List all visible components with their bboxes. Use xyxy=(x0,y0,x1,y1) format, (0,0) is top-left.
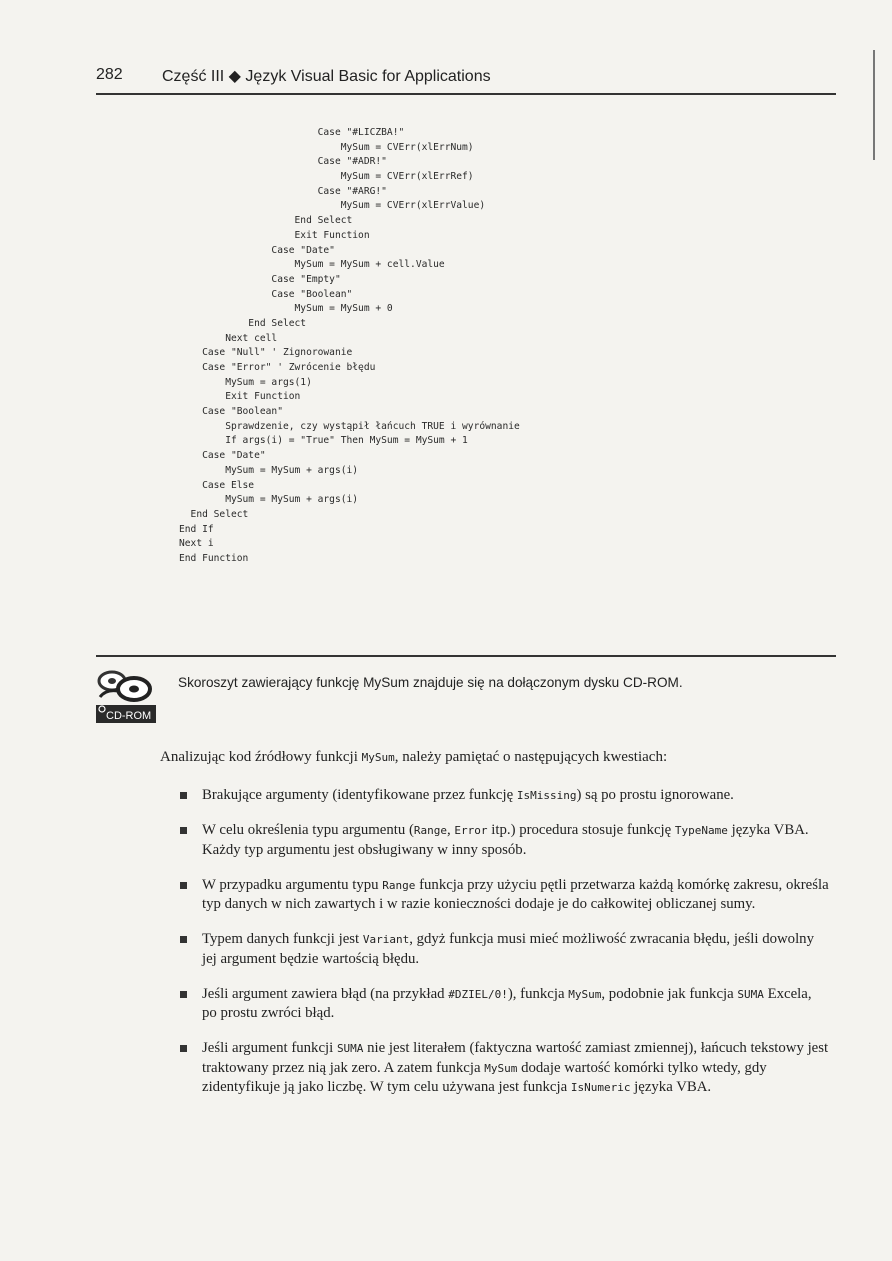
cd-rom-note: Skoroszyt zawierający funkcję MySum znajduje się na dołączonym dysku CD-ROM. xyxy=(178,675,683,690)
code-line: MySum = MySum + args(i) xyxy=(179,494,359,506)
bullet-item xyxy=(180,876,830,915)
code-line: End Select xyxy=(179,508,249,520)
bullet-square-icon xyxy=(180,792,187,799)
inline-code: SUMA xyxy=(336,1042,364,1055)
cd-rom-icon xyxy=(96,667,156,725)
code-line: Case "#ADR!" xyxy=(179,156,387,168)
bullet-item xyxy=(180,985,830,1024)
bullet-square-icon xyxy=(180,991,187,998)
code-line: Exit Function xyxy=(179,391,301,403)
bullet-item xyxy=(180,930,830,969)
code-line: End Select xyxy=(179,317,307,329)
code-line: Next i xyxy=(179,538,214,550)
inline-code: #DZIEL/0! xyxy=(448,987,508,1001)
code-line: Case "Error" ' Zwrócenie błędu xyxy=(179,362,376,373)
inline-code: MySum xyxy=(484,1061,518,1075)
cd-rom-label: CD-ROM xyxy=(106,710,152,722)
intro-code-mysum: MySum xyxy=(361,751,395,764)
code-line: Case "#ARG!" xyxy=(179,185,387,197)
bullet-text: Jeśli argument funkcji xyxy=(202,1040,337,1056)
code-line: Exit Function xyxy=(179,229,370,241)
bullet-text: dodaje wartość komórki tylko wtedy, gdy zidentyfikuje ją jako liczbę. W tym celu używana jest funkcja xyxy=(202,1059,767,1095)
bullet-square-icon xyxy=(180,827,187,834)
inline-code: MySum xyxy=(568,987,602,1001)
bullet-square-icon xyxy=(180,882,187,889)
bullet-text: Excela, po prostu zwróci błąd. xyxy=(202,985,812,1021)
code-line: Case Else xyxy=(179,479,255,491)
code-line: Case "Null" ' Zignorowanie xyxy=(179,347,353,359)
bullet-square-icon xyxy=(180,936,187,943)
bullet-item xyxy=(180,1039,830,1098)
running-title: Część III ◆ Język Visual Basic for Applications xyxy=(162,68,491,85)
inline-code: Error xyxy=(454,824,488,837)
code-line: MySum = MySum + cell.Value xyxy=(179,259,445,271)
bullet-text: ), funkcja xyxy=(507,985,569,1002)
code-line: MySum = args(1) xyxy=(179,376,312,388)
intro-text-start: Analizując kod źródłowy funkcji xyxy=(160,749,362,765)
code-line: MySum = MySum + 0 xyxy=(179,303,393,315)
page-header xyxy=(96,66,836,92)
bullet-item xyxy=(180,786,830,806)
code-line: MySum = CVErr(xlErrNum) xyxy=(179,141,474,153)
bullet-list xyxy=(180,786,830,1113)
code-line: MySum = CVErr(xlErrValue) xyxy=(179,200,486,212)
inline-code: Range xyxy=(413,824,448,837)
code-line: MySum = CVErr(xlErrRef) xyxy=(179,171,474,183)
code-line: Case "Date" xyxy=(179,450,266,462)
code-line: Case "#LICZBA!" xyxy=(179,127,405,138)
code-line: Case "Boolean" xyxy=(179,406,283,418)
bullet-text: Brakujące argumenty (identyfikowane przez funkcję xyxy=(202,787,517,803)
code-line: If args(i) = "True" Then MySum = MySum + 1 xyxy=(179,435,468,447)
code-line: Sprawdzenie, czy wystąpił łańcuch TRUE i wyrównanie xyxy=(179,420,520,432)
code-line: Case "Boolean" xyxy=(179,288,353,300)
inline-code: Variant xyxy=(362,933,410,946)
inline-code: IsMissing xyxy=(516,789,577,802)
bullet-item xyxy=(180,821,830,860)
code-line: Case "Empty" xyxy=(179,273,341,285)
page-edge-line xyxy=(873,50,875,160)
bullet-text: , gdyż funkcja musi mieć możliwość zwracania błędu, jeśli dowolny jej argument będzie wartością błędu. xyxy=(202,931,814,967)
bullet-square-icon xyxy=(180,1045,187,1052)
intro-paragraph xyxy=(160,749,840,766)
code-line: End Select xyxy=(179,215,353,227)
bullet-text: itp.) procedura stosuje funkcję xyxy=(487,822,675,838)
bullet-text: , podobnie jak funkcja xyxy=(601,985,738,1002)
code-line: End If xyxy=(179,523,214,535)
bullet-text: funkcja przy użyciu pętli przetwarza każdą komórkę zakresu, określa typ danych w nich zawartych i w razie konieczności dodaje je do całkowitej obliczanej sumy. xyxy=(202,876,829,912)
inline-code: TypeName xyxy=(674,824,728,837)
bullet-text: , xyxy=(447,822,455,838)
code-line: MySum = MySum + args(i) xyxy=(179,464,359,476)
inline-code: SUMA xyxy=(737,987,764,1001)
code-line: Next cell xyxy=(179,332,278,344)
header-rule xyxy=(96,93,836,95)
bullet-text: Jeśli argument zawiera błąd (na przykład xyxy=(202,985,449,1002)
bullet-text: nie jest literałem (faktyczna wartość zamiast zmiennej), łańcuch tekstowy jest traktowany przez nią jak zero. A zatem funkcja xyxy=(202,1040,829,1076)
bullet-text: W celu określenia typu argumentu ( xyxy=(202,822,414,838)
bullet-text: W przypadku argumentu typu xyxy=(202,876,383,893)
inline-code: Range xyxy=(382,878,416,892)
code-line: Case "Date" xyxy=(179,244,335,256)
bullet-text: języka VBA. Każdy typ argumentu jest obsługiwany w inny sposób. xyxy=(202,822,809,858)
intro-text-end: , należy pamiętać o następujących kwestiach: xyxy=(394,749,668,765)
code-end-rule xyxy=(96,655,836,657)
code-line: End Function xyxy=(179,552,249,564)
bullet-text: ) są po prostu ignorowane. xyxy=(576,787,734,803)
inline-code: IsNumeric xyxy=(570,1081,631,1094)
bullet-text: Typem danych funkcji jest xyxy=(202,931,363,947)
code-listing xyxy=(179,126,779,567)
bullet-text: języka VBA. xyxy=(630,1079,712,1095)
page-number: 282 xyxy=(96,66,123,83)
